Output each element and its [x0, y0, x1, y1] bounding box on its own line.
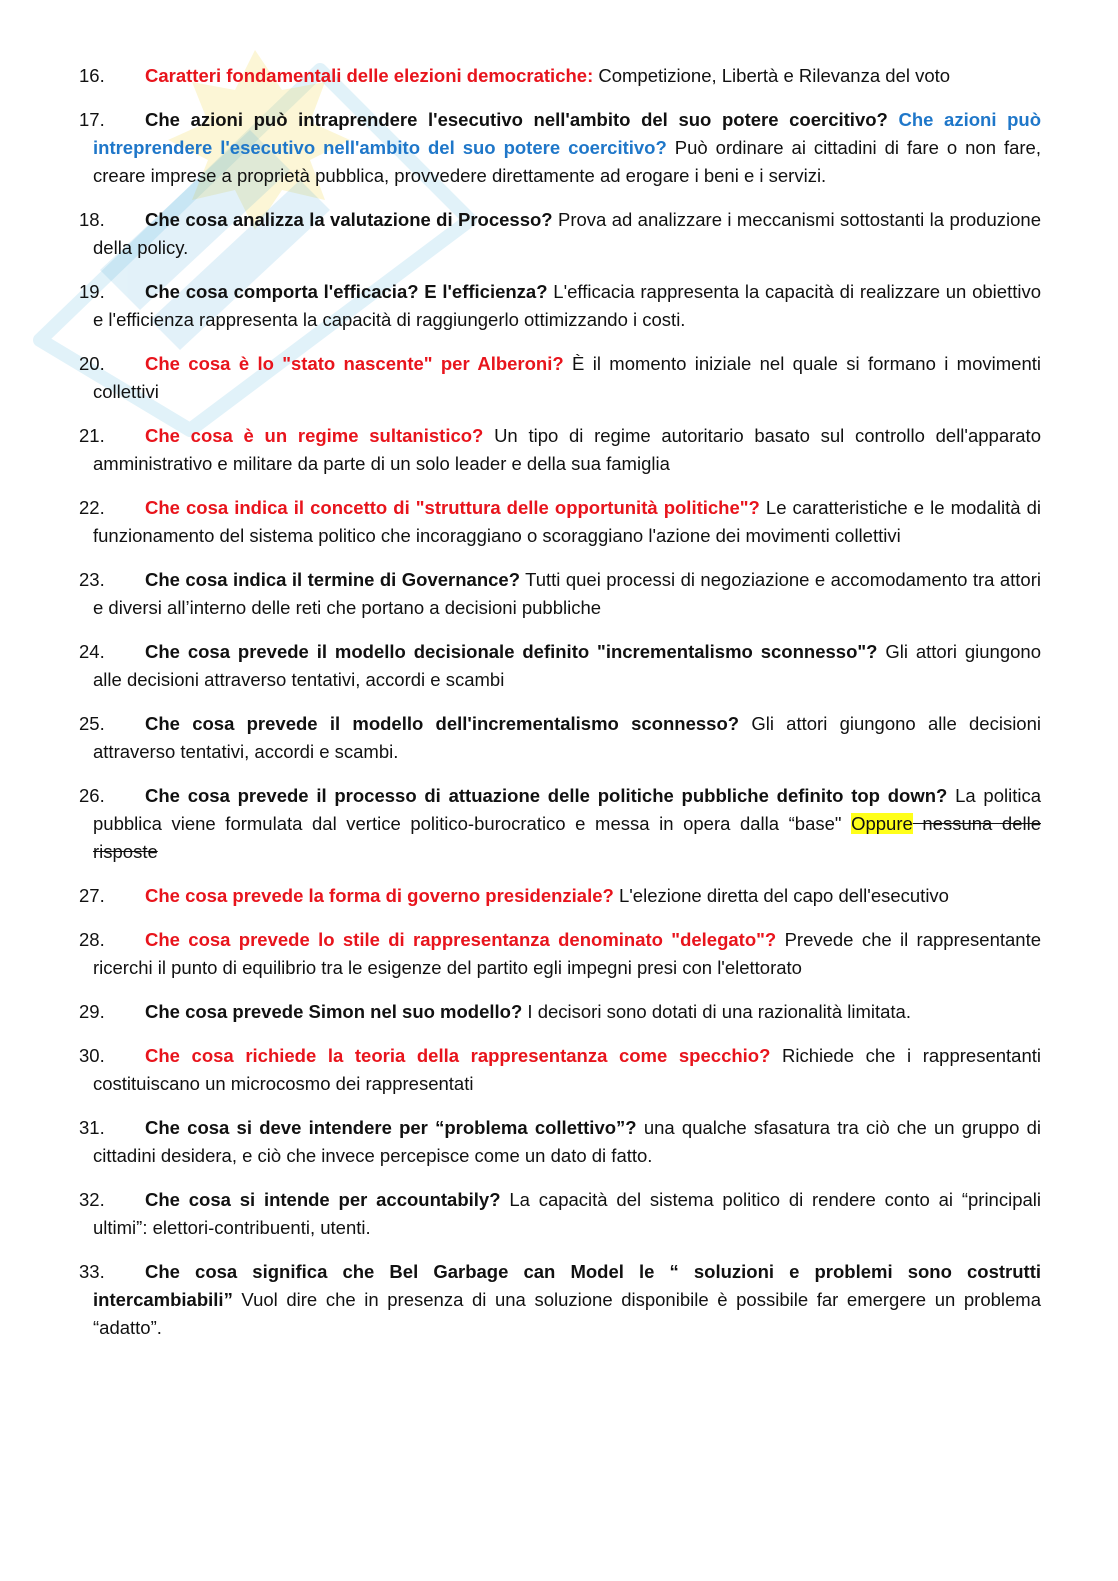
item-number: 31.: [79, 1117, 105, 1138]
qa-item: [79, 206, 1041, 262]
qa-item: [79, 1258, 1041, 1342]
item-number: 22.: [79, 497, 105, 518]
qa-item: [79, 998, 1041, 1026]
item-number: 20.: [79, 353, 105, 374]
item-number: 23.: [79, 569, 105, 590]
question-text: Che cosa significa che Bel Garbage can Model le “ soluzioni e problemi sono costrutti intercambiabili”: [93, 1261, 1041, 1310]
question-text: Che cosa prevede lo stile di rappresentanza denominato "delegato"?: [145, 929, 777, 950]
question-text: Che cosa analizza la valutazione di Processo?: [145, 209, 553, 230]
item-number: 32.: [79, 1189, 105, 1210]
item-number: 33.: [79, 1261, 105, 1282]
qa-item: [79, 278, 1041, 334]
question-text: Che cosa prevede il modello dell'incrementalismo sconnesso?: [145, 713, 740, 734]
question-repeat-blue: Che azioni può intreprendere l'esecutivo nell'ambito del suo potere coercitivo?: [93, 109, 1041, 158]
item-number: 19.: [79, 281, 105, 302]
item-number: 28.: [79, 929, 105, 950]
question-text: Che cosa è lo "stato nascente" per Alberoni?: [145, 353, 564, 374]
qa-item: [79, 882, 1041, 910]
question-text: Che cosa indica il termine di Governance?: [145, 569, 520, 590]
question-text: Che cosa richiede la teoria della rappresentanza come specchio?: [145, 1045, 771, 1066]
answer-text: Le caratteristiche e le modalità di funzionamento del sistema politico che incoraggiano o scoraggiano l'azione dei movimenti collettivi: [93, 497, 1041, 546]
qa-item: [79, 350, 1041, 406]
question-text: Caratteri fondamentali delle elezioni democratiche:: [145, 65, 594, 86]
item-number: 18.: [79, 209, 105, 230]
answer-text: L'elezione diretta del capo dell'esecutivo: [613, 885, 949, 906]
question-text: Che cosa prevede la forma di governo presidenziale?: [145, 885, 614, 906]
answer-text: Gli attori giungono alle decisioni attraverso tentativi, accordi e scambi: [93, 641, 1041, 690]
question-text: Che cosa si deve intendere per “problema collettivo”?: [145, 1117, 637, 1138]
answer-text: L'efficacia rappresenta la capacità di realizzare un obiettivo e l'efficienza rappresenta la capacità di raggiungerlo ottimizzando i costi.: [93, 281, 1041, 330]
answer-text: Può ordinare ai cittadini di fare o non fare, creare imprese a proprietà pubblica, provvedere direttamente ad erogare i beni e i servizi.: [93, 137, 1041, 186]
item-number: 30.: [79, 1045, 105, 1066]
strikethrough-text: nessuna delle risposte: [93, 813, 1041, 862]
qa-item: [79, 782, 1041, 866]
highlighted-text: Oppure: [851, 813, 913, 834]
item-number: 16.: [79, 65, 105, 86]
qa-item: [79, 1186, 1042, 1242]
qa-item: [79, 62, 1041, 90]
qa-item: [79, 1114, 1041, 1170]
answer-text: I decisori sono dotati di una razionalità limitata.: [522, 1001, 911, 1022]
answer-text: La capacità del sistema politico di rendere conto ai “principali ultimi”: elettori-contribuenti, utenti.: [93, 1189, 1042, 1238]
qa-item: [79, 638, 1041, 694]
question-text: Che cosa prevede il processo di attuazione delle politiche pubbliche definito top down?: [145, 785, 948, 806]
answer-text: La politica pubblica viene formulata dal vertice politico-burocratico e messa in opera dalla “base": [93, 785, 1041, 834]
answer-text: Competizione, Libertà e Rilevanza del voto: [593, 65, 951, 86]
answer-text: Prevede che il rappresentante ricerchi il punto di equilibrio tra le esigenze del partito egli impegni presi con l'elettorato: [93, 929, 1041, 978]
answer-text: Richiede che i rappresentanti costituiscano un microcosmo dei rappresentati: [93, 1045, 1041, 1094]
question-text: Che cosa prevede Simon nel suo modello?: [145, 1001, 523, 1022]
question-text: Che azioni può intraprendere l'esecutivo nell'ambito del suo potere coercitivo?: [145, 109, 888, 130]
qa-item: [79, 494, 1041, 550]
item-number: 26.: [79, 785, 105, 806]
item-number: 17.: [79, 109, 105, 130]
qa-item: [79, 926, 1041, 982]
answer-text: Un tipo di regime autoritario basato sul controllo dell'apparato amministrativo e militare da parte di un solo leader e della sua famiglia: [93, 425, 1041, 474]
answer-text: una qualche sfasatura tra ciò che un gruppo di cittadini desidera, e ciò che invece percepisce come un dato di fatto.: [93, 1117, 1041, 1166]
qa-item: [79, 1042, 1041, 1098]
document-page: [0, 62, 1118, 1358]
answer-text: Tutti quei processi di negoziazione e accomodamento tra attori e diversi all’interno delle reti che portano a decisioni pubbliche: [93, 569, 1041, 618]
item-number: 29.: [79, 1001, 105, 1022]
answer-text: Prova ad analizzare i meccanismi sottostanti la produzione della policy.: [93, 209, 1041, 258]
qa-item: [79, 106, 1041, 190]
item-number: 25.: [79, 713, 105, 734]
qa-item: [79, 566, 1041, 622]
question-text: Che cosa è un regime sultanistico?: [145, 425, 484, 446]
qa-item: [79, 422, 1041, 478]
question-text: Che cosa comporta l'efficacia? E l'efficienza?: [145, 281, 548, 302]
answer-text: Gli attori giungono alle decisioni attraverso tentativi, accordi e scambi.: [93, 713, 1041, 762]
item-number: 21.: [79, 425, 105, 446]
question-text: Che cosa prevede il modello decisionale definito "incrementalismo sconnesso"?: [145, 641, 878, 662]
question-text: Che cosa si intende per accountabily?: [145, 1189, 501, 1210]
item-number: 27.: [79, 885, 105, 906]
qa-item: [79, 710, 1041, 766]
answer-text: Vuol dire che in presenza di una soluzione disponibile è possibile far emergere un problema “adatto”.: [93, 1289, 1041, 1338]
answer-text: È il momento iniziale nel quale si formano i movimenti collettivi: [93, 353, 1041, 402]
question-text: Che cosa indica il concetto di "struttura delle opportunità politiche"?: [145, 497, 760, 518]
item-number: 24.: [79, 641, 105, 662]
